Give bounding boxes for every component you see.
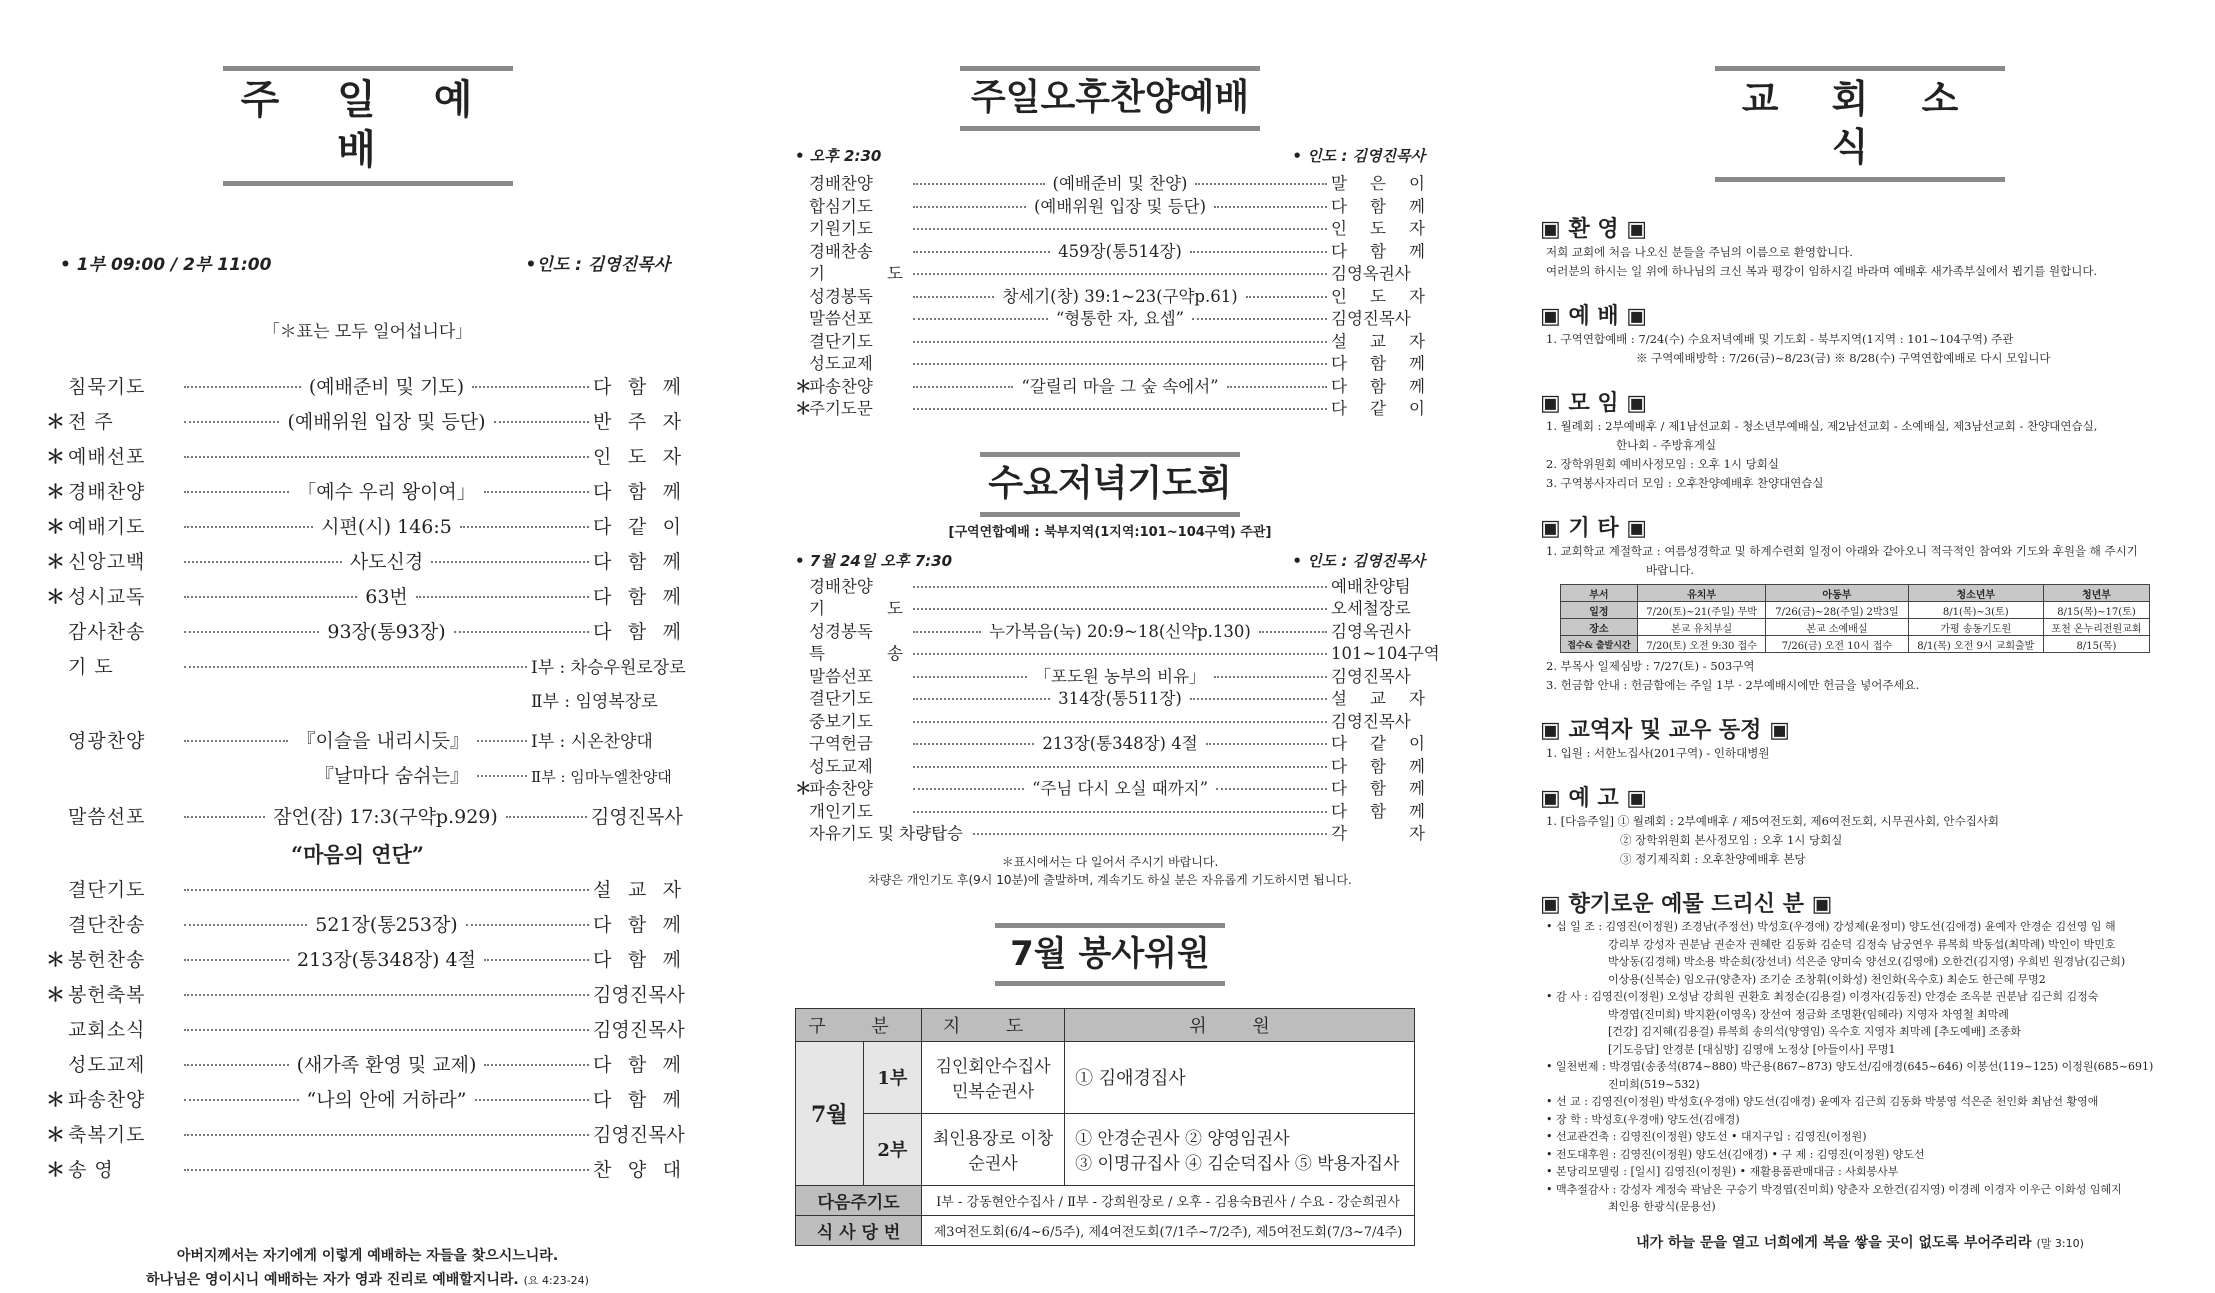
volunteers-title-box <box>995 923 1225 986</box>
standing-mark: ＊ <box>46 516 66 538</box>
offering-line: 진미희(519~532) <box>1608 1077 1700 1091</box>
order-item-label: 성도교제 <box>809 354 873 373</box>
anthem-choir-2: Ⅱ부 : 임마누엘찬양대 <box>531 768 672 786</box>
sermon-row <box>46 802 681 837</box>
order-item-person: 김영옥권사 <box>1331 264 1411 283</box>
section-news-heading: ▣ 교역자 및 교우 동정 ▣ <box>1540 718 1790 743</box>
order-item-detail: (예배준비 및 기도) <box>308 376 465 398</box>
order-item-label: 축복기도 <box>68 1124 146 1146</box>
part-2: 2부 <box>863 1113 922 1185</box>
order-item-label: 자유기도 및 차량탑승 <box>809 824 963 843</box>
order-item <box>795 775 1425 798</box>
page-title: 주 일 예 배 <box>240 77 495 173</box>
standing-notice: 「＊표는 모두 일어섭니다」 <box>262 322 473 342</box>
standing-mark: ＊ <box>795 779 812 798</box>
order-item-detail: “갈릴리 마을 그 숲 속에서” <box>1021 376 1219 396</box>
order-item-person: 다 함 께 <box>593 376 681 398</box>
order-item <box>795 573 1425 596</box>
order-item <box>46 442 681 477</box>
afternoon-time: • 오후 2:30 <box>795 147 882 165</box>
part-1-leader: 김인회안수집사 민복순권사 <box>922 1041 1065 1113</box>
section-other-body: 1. 교회학교 계절학교 : 여름성경학교 및 하계수련회 일정이 아래와 같아오니 적극적인 참여와 기도와 후원을 해 주시기 바랍니다. <box>1546 544 2138 577</box>
order-item <box>46 1050 681 1085</box>
order-item-label: 기 도 <box>809 264 903 283</box>
part-1: 1부 <box>863 1041 922 1113</box>
order-item-label: 결단기도 <box>809 331 873 351</box>
afternoon-title: 주일오후찬양예배 <box>970 77 1250 118</box>
order-item-person: 인 도 자 <box>593 446 681 468</box>
order-item-person: 예배찬양팀 <box>1331 576 1411 596</box>
offering-line: 이상용(신복순) 임오규(양춘자) 조기순 조창휘(이화성) 천인화(옥수호) 최순도 한근혜 무명2 <box>1608 972 2046 986</box>
order-item-detail: (예배위원 입장 및 등단) <box>1033 196 1207 216</box>
section-meeting-body: 1. 월례회 : 2부예배후 / 제1남선교회 - 청소년부예배실, 제2남선교회 - 소예배실, 제3남선교회 - 찬양대연습실, 한나회 - 주방휴게실 2. 장학위원회 예비사정모임 : 오후 1시 당회실 3. 구역봉사자리더 모임 : 오후찬양예배후 찬양대연습실 <box>1546 419 2098 490</box>
order-of-service-continued <box>46 875 685 1190</box>
order-item <box>46 617 681 652</box>
order-item-person: 김영진목사 <box>1331 666 1411 686</box>
order-item-detail: 314장(통511장) <box>1058 689 1182 708</box>
order-item-person: 김영진목사 <box>1331 711 1411 731</box>
order-item-label: 합심기도 <box>809 196 873 216</box>
order-item-person: 김영진목사 <box>593 984 685 1006</box>
order-item-label: 봉헌축복 <box>68 984 146 1006</box>
order-item <box>795 260 1425 283</box>
sermon-preacher: 김영진목사 <box>591 806 683 828</box>
order-item <box>46 477 681 512</box>
order-item-person: 다 함 께 <box>593 1089 681 1111</box>
order-item <box>795 328 1425 351</box>
order-item-person: 다 함 께 <box>593 621 681 643</box>
order-item-person: 다 같 이 <box>1331 399 1425 418</box>
order-item-detail: 63번 <box>365 586 408 608</box>
wednesday-leader: • 인도 : 김영진목사 <box>1292 551 1425 570</box>
order-item <box>795 618 1425 641</box>
order-item <box>795 305 1425 328</box>
order-item-person: 다 함 께 <box>593 914 681 936</box>
order-item-detail: (새가족 환영 및 교제) <box>296 1054 477 1076</box>
order-item-label: 경배찬양 <box>809 174 873 193</box>
standing-mark: ＊ <box>46 1124 66 1146</box>
note-standing: ＊표시에서는 다 일어서 주시기 바랍니다. <box>1001 854 1219 869</box>
order-item-detail: 93장(통93장) <box>327 621 446 643</box>
standing-mark: ＊ <box>795 376 812 396</box>
order-item <box>46 1120 685 1155</box>
order-item-person: 설 교 자 <box>593 879 681 901</box>
order-item-person: 김영진목사 <box>1331 309 1411 328</box>
order-item-label: 결단기도 <box>809 689 873 708</box>
order-item-person: 오세철장로 <box>1331 599 1411 618</box>
order-item-label: 성경봉독 <box>809 286 873 306</box>
prayer-first: Ⅰ부 : 차승우원로장로 <box>531 658 686 678</box>
offering-line: 최인용 한광식(문용선) <box>1608 1200 1716 1213</box>
order-item-detail: 521장(통253장) <box>315 914 458 936</box>
order-item-label: 성경봉독 <box>809 621 873 641</box>
order-item-person: 김영진목사 <box>593 1019 685 1041</box>
prayer-second: Ⅱ부 : 임영복장로 <box>531 692 658 712</box>
anthem-label: 영광찬양 <box>68 730 146 752</box>
order-item <box>46 512 681 547</box>
order-item-label: 파송찬양 <box>809 376 873 396</box>
next-prayer-value: Ⅰ부 - 강동현안수집사 / Ⅱ부 - 강희원장로 / 오후 - 김용숙B권사 / 수요 - 강순희권사 <box>922 1185 1415 1215</box>
part-1-members: ① 김애경집사 <box>1065 1041 1415 1113</box>
offering-line: • 감 사 : 김영진(이정원) 오성남 강희원 권환호 최정순(김용걸) 이경자(김동진) 안경순 조옥분 권분남 김근희 김정숙 <box>1546 990 2099 1003</box>
order-item-label: 신앙고백 <box>68 551 146 573</box>
order-item <box>795 798 1425 821</box>
wednesday-time: • 7월 24일 오후 7:30 <box>795 551 953 570</box>
order-item-person: 말 은 이 <box>1331 174 1425 193</box>
standing-mark: ＊ <box>46 1089 66 1111</box>
order-item-person: 다 함 께 <box>593 949 681 971</box>
order-item <box>795 373 1425 396</box>
standing-mark: ＊ <box>46 984 66 1006</box>
offering-line: 강리부 강성자 권분남 권순자 권혜란 김동화 김순덕 김정숙 남궁연우 류복희 박동섭(최막례) 박인이 박민호 <box>1608 937 2116 951</box>
order-item <box>795 730 1425 753</box>
order-item-label: 결단기도 <box>68 879 146 901</box>
part-2-leader: 최인용장로 이창순권사 <box>922 1113 1065 1185</box>
news-title: 교 회 소 식 <box>1741 77 1979 169</box>
volunteers-title: 7월 봉사위원 <box>1010 933 1210 974</box>
order-item-person: 설 교 자 <box>1331 331 1425 351</box>
volunteers-table <box>795 1008 1415 1246</box>
standing-mark: ＊ <box>46 586 66 608</box>
order-item-person: 인 도 자 <box>1331 286 1425 306</box>
order-item-person: 인 도 자 <box>1331 219 1425 238</box>
order-item-person: 다 함 께 <box>1331 196 1425 216</box>
sermon-label: 말씀선포 <box>68 806 146 828</box>
afternoon-column <box>795 0 1440 1243</box>
order-item-label: 예배기도 <box>68 516 146 538</box>
order-item-label: 구역헌금 <box>809 734 873 753</box>
part-2-members: ① 안경순권사 ② 양영임권사 ③ 이명규집사 ④ 김순덕집사 ⑤ 박용자집사 <box>1065 1113 1415 1185</box>
sermon-title: “마음의 연단” <box>291 842 424 867</box>
wednesday-subtitle: [구역연합예배 : 북부지역(1지역:101~104구역) 주관] <box>948 524 1272 540</box>
order-item-label: 특 송 <box>809 644 903 663</box>
table-header-division: 구 분 <box>796 1008 922 1041</box>
closing-verse-reference: (말 3:10) <box>2036 1236 2084 1250</box>
offering-line: • 선 교 : 김영진(이정원) 박성호(우경애) 양도선(김애경) 윤예자 김근희 김동화 박봉영 석은준 천인화 최남선 황영애 <box>1546 1095 2099 1108</box>
meal-duty-label: 식 사 당 번 <box>796 1215 922 1245</box>
order-item-detail: (예배준비 및 찬양) <box>1052 174 1188 193</box>
order-item-person: 다 함 께 <box>593 481 681 503</box>
order-item <box>795 708 1425 731</box>
order-item-person: 김영옥권사 <box>1331 621 1411 641</box>
order-item <box>46 372 681 407</box>
order-item <box>795 350 1425 373</box>
note-transport: 차량은 개인기도 후(9시 10분)에 출발하며, 계속기도 하실 분은 자유롭게 기도하시면 됩니다. <box>868 872 1352 887</box>
order-item-person: 다 함 께 <box>1331 241 1425 261</box>
order-item <box>795 238 1425 261</box>
order-item-detail: 213장(통348장) 4절 <box>297 949 476 971</box>
order-item-label: 주기도문 <box>809 399 873 418</box>
order-item-label: 전 주 <box>68 411 114 433</box>
order-item <box>46 1085 681 1120</box>
wednesday-order <box>795 573 1440 843</box>
section-welcome-heading: ▣ 환 영 ▣ <box>1540 217 1648 242</box>
service-leader: •인도 : 김영진목사 <box>525 255 670 275</box>
sunday-worship-column <box>40 0 695 1288</box>
order-item <box>46 875 681 910</box>
order-item-person: 다 같 이 <box>593 516 681 538</box>
order-item-label: 성도교제 <box>809 756 873 776</box>
section-worship-heading: ▣ 예 배 ▣ <box>1540 304 1648 329</box>
order-item <box>795 663 1425 686</box>
standing-mark: ＊ <box>46 1159 66 1181</box>
anthem-row <box>46 726 681 761</box>
order-item-person: 다 함 께 <box>1331 779 1425 798</box>
order-item-detail: 459장(통514장) <box>1058 241 1182 261</box>
order-item-person: 설 교 자 <box>1331 689 1425 708</box>
order-item-label: 침묵기도 <box>68 376 146 398</box>
section-offering-body <box>1546 918 2180 1216</box>
order-item-detail: (예배위원 입장 및 등단) <box>287 411 486 433</box>
order-item-person: 찬 양 대 <box>593 1159 681 1181</box>
order-item <box>795 685 1425 708</box>
order-item <box>795 395 1425 418</box>
standing-mark: ＊ <box>795 399 812 418</box>
prayer-label: 기 도 <box>68 656 114 678</box>
service-time: • 1부 09:00 / 2부 11:00 <box>60 255 272 275</box>
order-item <box>795 283 1425 306</box>
section-preview-heading: ▣ 예 고 ▣ <box>1540 786 1648 811</box>
order-item-label: 예배선포 <box>68 446 146 468</box>
order-item-detail: 「포도원 농부의 비유」 <box>1034 666 1206 686</box>
offering-line: • 일천번제 : 박경엽(송종석(874~880) 박근용(867~873) 양도선/김애경(645~646) 이봉선(119~125) 이정원(685~691) <box>1546 1060 2154 1073</box>
offering-line: • 전도대후원 : 김영진(이정원) 양도선(김애경) • 구 제 : 김영진(이정원) 양도선 <box>1546 1147 1925 1161</box>
section-news-body: 1. 입원 : 서한노집사(201구역) - 인하대병원 <box>1546 746 1770 760</box>
order-item-detail: 누가복음(눅) 20:9~18(신약p.130) <box>989 621 1251 641</box>
order-item-label: 파송찬양 <box>809 779 873 798</box>
order-item-label: 기원기도 <box>809 219 873 238</box>
offering-line: • 장 학 : 박성호(우경애) 양도선(김애경) <box>1546 1112 1740 1126</box>
sunday-worship-title-box <box>223 66 513 186</box>
section-welcome-body: 저희 교회에 처음 나오신 분들을 주님의 이름으로 환영합니다. 여러분의 하시는 일 위에 하나님의 크신 복과 평강이 임하시길 바라며 예배후 새가족부실에서 뵙기를 원합니다. <box>1546 245 2098 278</box>
offering-line: 박경엽(진미희) 박지환(이영옥) 장선여 정금화 조명환(임혜라) 지영자 차영철 최막례 <box>1608 1007 2009 1021</box>
order-item-label: 개인기도 <box>809 801 873 821</box>
anthem-song-1: 『이슬을 내리시듯』 <box>296 730 469 752</box>
order-item-detail: “주님 다시 오실 때까지” <box>1031 779 1209 798</box>
offering-line: • 십 일 조 : 김영진(이정원) 조경남(주정선) 박성호(우경애) 강성제(윤정미) 양도선(김애경) 윤예자 안경순 김선영 임 해 <box>1546 920 2116 933</box>
verse-line-2: 하나님은 영이시니 예배하는 자가 영과 진리로 예배할지니라. (요 4:23-24) <box>146 1272 589 1288</box>
order-item-person: 다 함 께 <box>593 551 681 573</box>
order-item-label: 기 도 <box>809 599 903 618</box>
standing-mark: ＊ <box>46 411 66 433</box>
order-item <box>46 1155 681 1190</box>
meal-duty-value: 제3여전도회(6/4~6/5주), 제4여전도회(7/1주~7/2주), 제5여전도회(7/3~7/4주) <box>922 1215 1415 1245</box>
order-item-label: 봉헌찬송 <box>68 949 146 971</box>
section-offering-heading: ▣ 향기로운 예물 드리신 분 ▣ <box>1540 892 1833 917</box>
verse-reference: (요 4:23-24) <box>523 1274 589 1287</box>
order-item <box>46 582 681 617</box>
order-item-label: 말씀선포 <box>809 666 873 686</box>
prayer-row <box>46 652 686 687</box>
offering-line: [건강] 김지혜(김용걸) 류복희 송의석(양영임) 옥수호 지영자 최막례 [추도예배] 조종화 <box>1608 1025 2021 1038</box>
order-item <box>795 753 1425 776</box>
order-item-detail: 213장(통348장) 4절 <box>1042 734 1198 753</box>
order-item-person: 다 함 께 <box>593 586 681 608</box>
order-item-detail: 사도신경 <box>349 551 424 573</box>
wednesday-title: 수요저녁기도회 <box>988 462 1232 504</box>
order-item-person: 반 주 자 <box>593 411 681 433</box>
order-item-label: 말씀선포 <box>809 309 873 328</box>
order-item <box>46 980 685 1015</box>
month-cell: 7월 <box>796 1041 864 1185</box>
summer-schedule-table: 부서 유치부 아동부 청소년부 청년부 일정 7/20(토)~21(주일) 무박 7/26(금)~28(주일) 2박3일 8/1(목)~3(토) 8/15(목)~17(토) 장소 본교 유치부실 본교 소예배실 가평 송동기도원 포천 온누리전원교회 접수& 출발시간 7/20(토) 오전 9:30 접수 7/26(금) 오전 10시 접수 8/1(목) 오전 9시 교회출발 8/15(목) <box>1560 584 2150 653</box>
order-item-label: 중보기도 <box>809 711 873 731</box>
order-item-person: 다 같 이 <box>1331 734 1425 753</box>
church-news-column: 교 회 소 식 ▣ 환 영 ▣ 저희 교회에 처음 나오신 분들을 주님의 이름으로 환영합니다. 여러분의 하시는 일 위에 하나님의 크신 복과 평강이 임하시길 바라며 예배후 새가족부실에서 뵙기를 원합니다. ▣ 예 배 ▣ 1. 구역연합예배 : 7/24(수) 수요저녁예배 및 기도회 - 북부지역(1지역 : 101~104구역) 주관 ※ 구역예배방학 : 7/26(금)~8/23(금) ※ 8/28(수) 구역연합예배로 다시 모입니다 ▣ 모 임 ▣ 1. 월례회 : 2부예배후 / 제1남선교회 - 청소년부예배실, 제2남선교회 - 소예배실, 제3남선교회 - 찬양대연습실, 한나회 - 주방휴게실 2. 장학위원회 예비사정모임 : 오후 1시 당회실 3. 구역봉사자리더 모임 : 오후찬양예배후 찬양대연습실 ▣ 기 타 ▣ 1. 교회학교 계절학교 : 여름성경학교 및 하계수련회 일정이 아래와 같아오니 적극적인 참여와 기도와 후원을 해 주시기 바랍니다. 부서 유치부 아동부 청소년부 청년부 일정 7/20(토)~21(주일) 무박 7/26(금)~28(주일) 2박3일 8/1(목)~3(토) 8/15(목)~17(토) 장소 본교 유치부실 본교 소예배실 가평 송동기도원 포천 온누리전원교회 접수& 출발시간 7/20(토) 오전 9:30 접수 7/26(금) 오전 10시 접수 8/1(목) 오전 9시 교회출발 8/15(목) 2. 부목사 일제심방 : 7/27(토) - 503구역 3. 헌금함 안내 : 헌금함에는 주일 1부 · 2부예배시에만 헌금을 넣어주세요. ▣ 교역자 및 교우 동정 ▣ 1. 입원 : 서한노집사(201구역) - 인하대병원 ▣ 예 고 ▣ 1. [다음주일] ① 월례회 : 2부예배후 / 제5여전도회, 제6여전도회, 시무권사회, 안수집사회 ② 장학위원회 본사정모임 : 오후 1시 당회실 ③ 정기제직회 : 오후찬양예배후 본당 ▣ 향기로운 예물 드리신 분 ▣ • 십 일 조 : 김영진(이정원) 조경남(주정선) 박성호(우경애) 강성제(윤정미) 양도선(김애경) 윤예자 안경순 김선영 임 해 강리부 강성자 권분남 권순자 권혜란 김동화 김순덕 김정숙 남궁연우 류복희 박동섭(최막례) 박인이 박민호 박상동(김경해) 박소용 박순희(장선녀) 석은준 양미숙 양선오(김영애) 오한건(김지영) 우희빈 원경남(김근희) 이상용(신복순) 임오규(양춘자) 조기순 조창휘(이화성) 천인화(옥수호) 최순도 한근혜 무명2 • 감 사 : 김영진(이정원) 오성남 강희원 권환호 최정순(김용걸) 이경자(김동진) 안경순 조옥분 권분남 김근희 김정숙 박경엽(진미희) 박지환(이영옥) 장선여 정금화 조명환(임혜라) 지영자 차영철 최막례 [건강] 김지혜(김용걸) 류복희 송의석(양영임) 옥수호 지영자 최막례 [추도예배] 조종화 [기도응답] 안경분 [대심방] 김영애 노정상 [아들이사] 무명1 • 일천번제 : 박경엽(송종석(874~880) 박근용(867~873) 양도선/김애경(645~646) 이봉선(119~125) 이정원(685~691) 진미희(519~532) • 선 교 : 김영진(이정원) 박성호(우경애) 양도선(김애경) 윤예자 김근희 김동화 박봉영 석은준 천인화 최남선 황영애 • 장 학 : 박성호(우경애) 양도선(김애경) • 선교관건축 : 김영진(이정원) 양도선 • 대지구입 : 김영진(이정원) • 전도대후원 : 김영진(이정원) 양도선(김애경) • 구 제 : 김영진(이정원) 양도선 • 본당리모델링 : [일시] 김영진(이정원) • 재활용품판매대금 : 사회봉사부 • 맥추절감사 : 강성자 계정숙 곽남은 구승기 박경엽(진미희) 양춘자 오한건(김지영) 이경례 이경자 이우근 이화성 임혜지 최인용 한광식(문용선) 내가 하늘 문을 열고 너희에게 복을 쌓을 곳이 없도록 부어주리라 (말 3:10) <box>1540 0 2180 1240</box>
anthem-song-2: 『날마다 숨쉬는』 <box>314 765 469 787</box>
order-item-label: 감사찬송 <box>68 621 146 643</box>
order-item <box>46 407 681 442</box>
table-header-leader: 지 도 <box>922 1008 1065 1041</box>
order-item-person: 101~104구역 <box>1331 644 1440 663</box>
anthem-choir-1: Ⅰ부 : 시온찬양대 <box>531 732 653 752</box>
order-item-label: 송 영 <box>68 1159 114 1181</box>
sermon-scripture: 잠언(잠) 17:3(구약p.929) <box>273 806 498 828</box>
verse-line-1: 아버지께서는 자기에게 이렇게 예배하는 자들을 찾으시느니라. <box>176 1248 559 1264</box>
news-title-box <box>1715 66 2005 182</box>
order-item-label: 결단찬송 <box>68 914 146 936</box>
order-item <box>795 215 1425 238</box>
order-item-person: 다 함 께 <box>593 1054 681 1076</box>
order-item-label: 경배찬양 <box>68 481 146 503</box>
section-worship-body: 1. 구역연합예배 : 7/24(수) 수요저녁예배 및 기도회 - 북부지역(1지역 : 101~104구역) 주관 ※ 구역예배방학 : 7/26(금)~8/23(금) ※ 8/28(수) 구역연합예배로 다시 모입니다 <box>1546 332 2051 365</box>
standing-mark: ＊ <box>46 481 66 503</box>
standing-mark: ＊ <box>46 949 66 971</box>
order-item-detail: 「예수 우리 왕이여」 <box>297 481 476 503</box>
standing-mark: ＊ <box>46 446 66 468</box>
order-item-detail: 시편(시) 146:5 <box>321 516 452 538</box>
order-item-person: 김영진목사 <box>593 1124 685 1146</box>
order-item <box>46 910 681 945</box>
afternoon-title-box <box>960 66 1260 131</box>
order-item <box>46 945 681 980</box>
order-item-label: 성시교독 <box>68 586 146 608</box>
order-item <box>795 193 1425 216</box>
standing-mark: ＊ <box>46 551 66 573</box>
order-item-detail: 창세기(창) 39:1~23(구약p.61) <box>1002 286 1238 306</box>
order-item-person: 다 함 께 <box>1331 354 1425 373</box>
bible-verse <box>40 1244 695 1293</box>
offering-line: • 선교관건축 : 김영진(이정원) 양도선 • 대지구입 : 김영진(이정원) <box>1546 1130 1867 1143</box>
table-header-members: 위 원 <box>1065 1008 1415 1041</box>
offering-line: • 맥추절감사 : 강성자 계정숙 곽남은 구승기 박경엽(진미희) 양춘자 오한건(김지영) 이경례 이경자 이우근 이화성 임혜지 <box>1546 1182 2122 1196</box>
offering-line: • 본당리모델링 : [일시] 김영진(이정원) • 재활용품판매대금 : 사회봉사부 <box>1546 1165 1899 1178</box>
order-item-detail: “형통한 자, 요셉” <box>1055 309 1185 328</box>
order-item <box>795 170 1425 193</box>
offering-line: 박상동(김경해) 박소용 박순희(장선녀) 석은준 양미숙 양선오(김영애) 오한건(김지영) 우희빈 원경남(김근희) <box>1608 955 2126 968</box>
wednesday-notes <box>795 853 1425 889</box>
order-item-person: 각 자 <box>1331 824 1425 843</box>
order-item <box>795 595 1425 618</box>
next-prayer-label: 다음주기도 <box>796 1185 922 1215</box>
order-item-detail: “나의 안에 거하라” <box>306 1089 467 1111</box>
order-item <box>795 820 1425 843</box>
order-item-label: 교회소식 <box>68 1019 146 1041</box>
section-other-heading: ▣ 기 타 ▣ <box>1540 516 1648 541</box>
order-of-service <box>46 372 681 652</box>
order-item-label: 경배찬양 <box>809 576 873 596</box>
afternoon-leader: • 인도 : 김영진목사 <box>1292 147 1425 165</box>
service-info <box>40 250 695 275</box>
section-preview-body: 1. [다음주일] ① 월례회 : 2부예배후 / 제5여전도회, 제6여전도회, 시무권사회, 안수집사회 ② 장학위원회 본사정모임 : 오후 1시 당회실 ③ 정기제직회 : 오후찬양예배후 본당 <box>1546 814 2000 866</box>
order-item-person: 다 함 께 <box>1331 801 1425 821</box>
offering-line: [기도응답] 안경분 [대심방] 김영애 노정상 [아들이사] 무명1 <box>1608 1042 1896 1056</box>
order-item <box>795 640 1440 663</box>
order-item-label: 성도교제 <box>68 1054 146 1076</box>
section-meeting-heading: ▣ 모 임 ▣ <box>1540 391 1648 416</box>
order-item-label: 파송찬양 <box>68 1089 146 1111</box>
wednesday-title-box <box>980 452 1240 517</box>
afternoon-order <box>795 170 1425 418</box>
order-item-person: 다 함 께 <box>1331 376 1425 396</box>
order-item-person: 다 함 께 <box>1331 756 1425 776</box>
closing-verse: 내가 하늘 문을 열고 너희에게 복을 쌓을 곳이 없도록 부어주리라 (말 3:10) <box>1636 1234 2084 1251</box>
order-item <box>46 1015 685 1050</box>
order-item-label: 경배찬송 <box>809 241 873 261</box>
order-item <box>46 547 681 582</box>
